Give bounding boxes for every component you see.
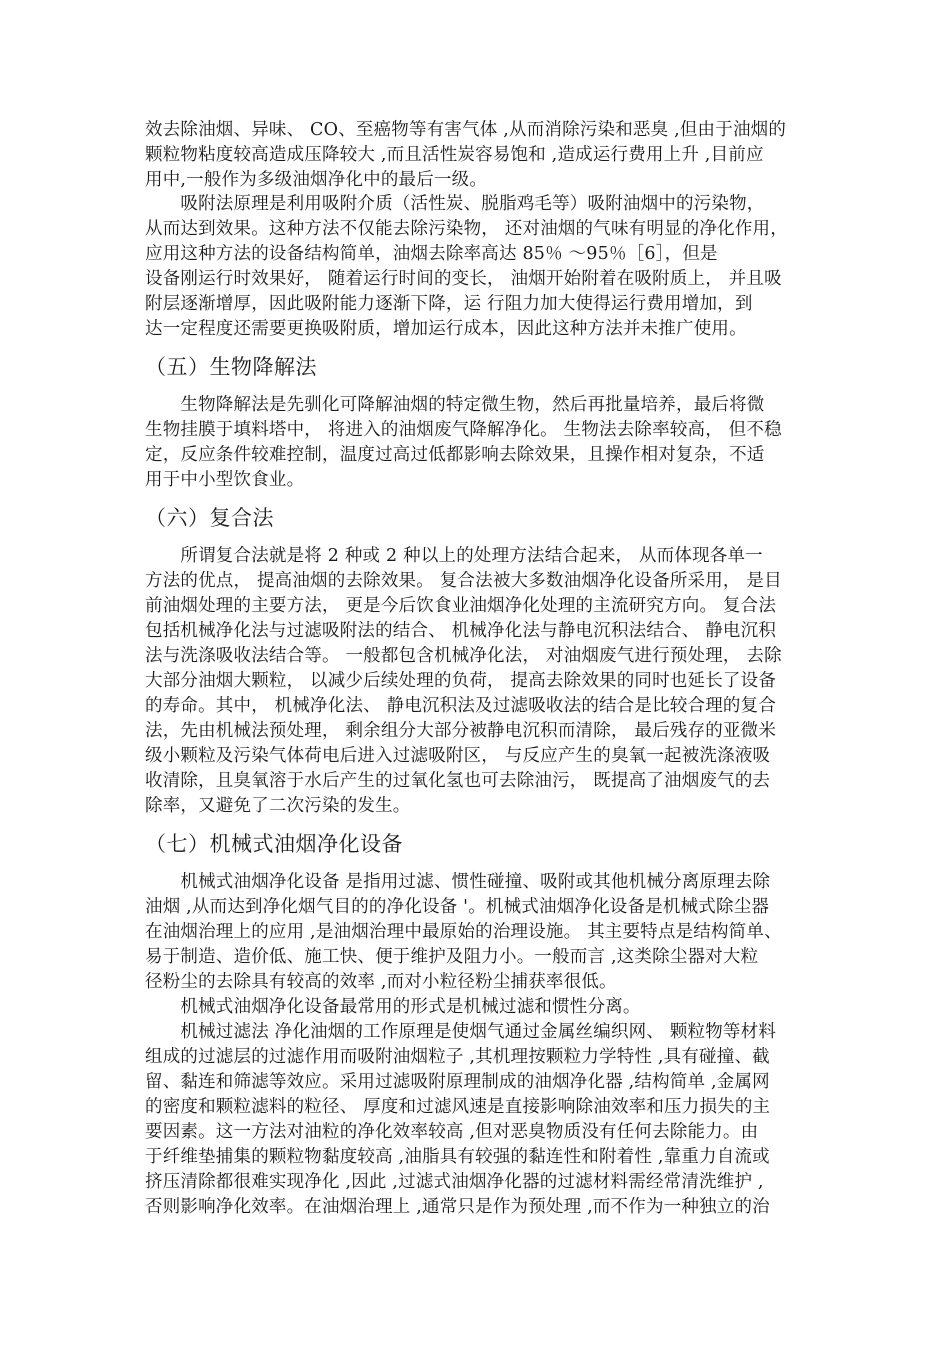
paragraph-line: 机械式油烟净化设备 是指用过滤、惯性碰撞、吸附或其他机械分离原理去除: [145, 872, 771, 892]
paragraph-line: 用于中小型饮食业。: [145, 470, 305, 490]
paragraph-line: 法与洗涤吸收法结合等。 一般都包含机械净化法， 对油烟废气进行预处理， 去除: [145, 646, 782, 666]
paragraph-line: 油烟 ,从而达到净化烟气目的的净化设备 '。机械式油烟净化设备是机械式除尘器: [145, 897, 770, 917]
paragraph-line: 效去除油烟、异味、 CO、至癌物等有害气体 ,从而消除污染和恶臭 ,但由于油烟的: [145, 120, 787, 140]
paragraph-line: 从而达到效果。这种方法不仅能去除污染物， 还对油烟的气味有明显的净化作用，: [145, 219, 788, 239]
paragraph-line: 大部分油烟大颗粒， 以减少后续处理的负荷， 提高去除效果的同时也延长了设备: [145, 671, 777, 691]
paragraph-line: 附层逐渐增厚，因此吸附能力逐渐下降，运 行阻力加大使得运行费用增加，到: [145, 294, 753, 314]
paragraph-line: 组成的过滤层的过滤作用而吸附油烟粒子 ,其机理按颗粒力学特性 ,具有碰撞、截: [145, 1047, 770, 1067]
paragraph-line: 颗粒物粘度较高造成压降较大 ,而且活性炭容易饱和 ,造成运行费用上升 ,目前应: [145, 145, 764, 165]
paragraph-line: 定，反应条件较难控制，温度过高过低都影响去除效果，且操作相对复杂，不适: [145, 445, 765, 465]
paragraph-line: 用中,一般作为多级油烟净化中的最后一级。: [145, 170, 488, 190]
paragraph-line: 要因素。这一方法对油粒的净化效率较高 ,但对恶臭物质没有任何去除能力。由: [145, 1122, 759, 1142]
paragraph-line: 收清除，且臭氧溶于水后产生的过氧化氢也可去除油污， 既提高了油烟废气的去: [145, 771, 771, 791]
paragraph-line: 吸附法原理是利用吸附介质（活性炭、脱脂鸡毛等）吸附油烟中的污染物，: [145, 194, 765, 214]
paragraph-line: 机械式油烟净化设备最常用的形式是机械过滤和惯性分离。: [145, 997, 641, 1017]
paragraph-line: 级小颗粒及污染气体荷电后进入过滤吸附区， 与反应产生的臭氧一起被洗涤液吸: [145, 746, 771, 766]
paragraph-line: 的密度和颗粒滤料的粒径、 厚度和过滤风速是直接影响除油效率和压力损失的主: [145, 1097, 771, 1117]
paragraph-line: 留、黏连和筛滤等效应。采用过滤吸附原理制成的油烟净化器 ,结构简单 ,金属网: [145, 1072, 770, 1092]
paragraph-line: 法，先由机械法预处理， 剩余组分大部分被静电沉积而清除， 最后残存的亚微米: [145, 721, 777, 741]
paragraph-line: 的寿命。其中， 机械净化法、 静电沉积法及过滤吸收法的结合是比较合理的复合: [145, 696, 777, 716]
paragraph-line: 于纤维垫捕集的颗粒物黏度较高 ,油脂具有较强的黏连性和附着性 ,靠重力自流或: [145, 1147, 770, 1167]
paragraph-line: 易于制造、造价低、施工快、便于维护及阻力小。一般而言 ,这类除尘器对大粒: [145, 947, 759, 967]
paragraph-line: 生物挂膜于填料塔中， 将进入的油烟废气降解净化。 生物法去除率较高， 但不稳: [145, 420, 782, 440]
paragraph-line: 设备刚运行时效果好， 随着运行时间的变长， 油烟开始附着在吸附质上， 并且吸: [145, 269, 782, 289]
section-heading: （七）机械式油烟净化设备: [145, 832, 403, 856]
paragraph-line: 包括机械净化法与过滤吸附法的结合、 机械净化法与静电沉积法结合、 静电沉积: [145, 621, 777, 641]
paragraph-line: 应用这种方法的设备结构简单，油烟去除率高达 85％ ～95％［6］，但是: [145, 244, 718, 264]
paragraph-line: 机械过滤法 净化油烟的工作原理是使烟气通过金属丝编织网、 颗粒物等材料: [145, 1022, 777, 1042]
paragraph-line: 径粉尘的去除具有较高的效率 ,而对小粒径粉尘捕获率很低。: [145, 972, 617, 992]
paragraph-line: 除率，又避免了二次污染的发生。: [145, 796, 411, 816]
paragraph-line: 前油烟处理的主要方法， 更是今后饮食业油烟净化处理的主流研究方向。 复合法: [145, 596, 777, 616]
paragraph-line: 所谓复合法就是将 2 种或 2 种以上的处理方法结合起来， 从而体现各单一: [145, 546, 763, 566]
paragraph-line: 挤压清除都很难实现净化 ,因此 ,过滤式油烟净化器的过滤材料需经常清洗维护 ,: [145, 1172, 764, 1192]
paragraph-line: 生物降解法是先驯化可降解油烟的特定微生物，然后再批量培养，最后将微: [145, 395, 765, 415]
paragraph-line: 在油烟治理上的应用 ,是油烟治理中最原始的治理设施。 其主要特点是结构简单、: [145, 922, 782, 942]
section-heading: （六）复合法: [145, 506, 274, 530]
paragraph-line: 否则影响净化效率。在油烟治理上 ,通常只是作为预处理 ,而不作为一种独立的治: [145, 1197, 770, 1217]
paragraph-line: 达一定程度还需要更换吸附质，增加运行成本，因此这种方法并未推广使用。: [145, 319, 747, 339]
section-heading: （五）生物降解法: [145, 355, 317, 379]
paragraph-line: 方法的优点， 提高油烟的去除效果。 复合法被大多数油烟净化设备所采用， 是目: [145, 571, 782, 591]
